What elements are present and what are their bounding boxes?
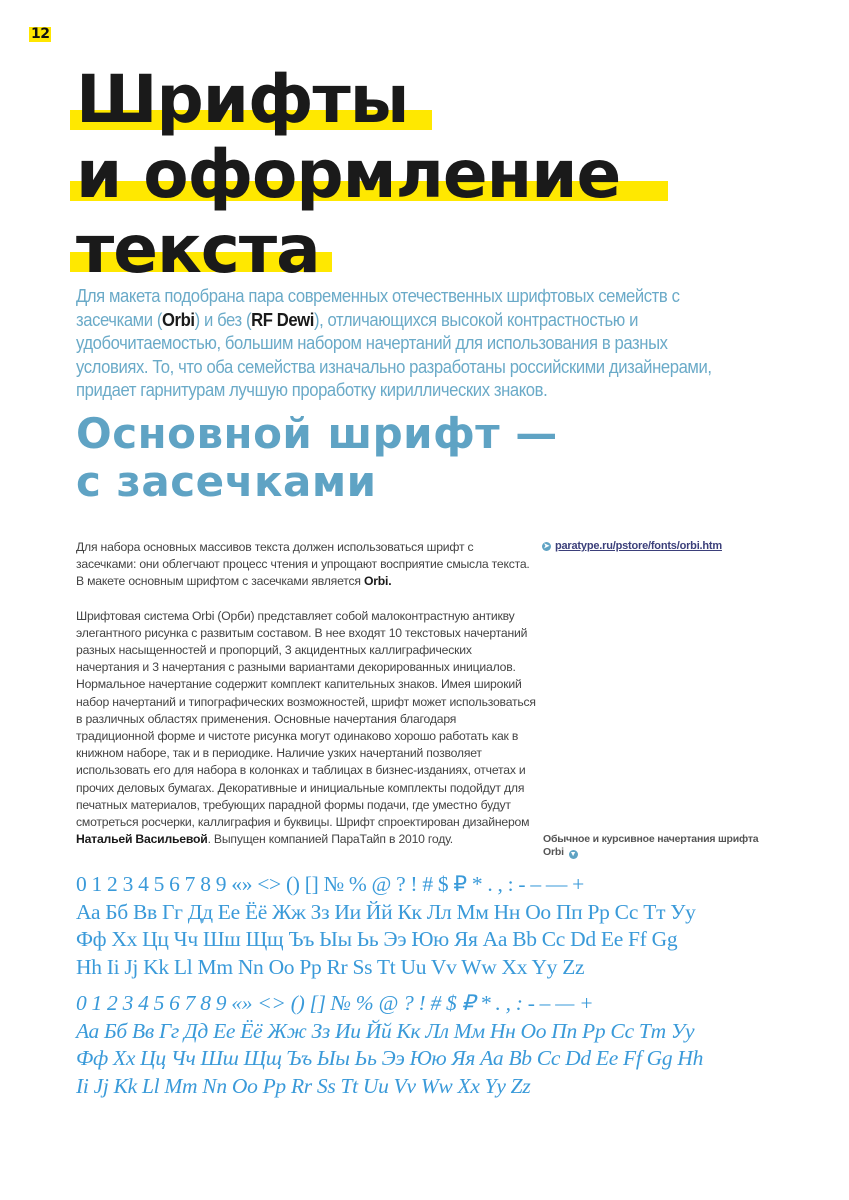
circle-arrow-down-icon: ▼ [569, 851, 577, 858]
body-text [76, 539, 536, 865]
font-name-bold: Orbi. [363, 574, 392, 589]
specimen-line: Аа Бб Вв Гг Дд Ее Ёё Жж Зз Ии Йй Кк Лл Мм Нн Оо Пп Рр Сс Тт Уу [76, 1018, 695, 1043]
body-paragraph-2 [76, 608, 536, 849]
specimen-regular [76, 871, 796, 981]
specimen-line: Фф Хх Цц Чч Шш Щщ Ъъ Ыы Ьь Ээ Юю Яя Aa Bb Cc Dd Ee Ff Gg Hh [76, 1046, 704, 1071]
specimen-italic [76, 990, 796, 1100]
page-number: 12 [31, 26, 50, 42]
paragraph-text: Шрифтовая система Orbi (Орби) представляет собой малоконтрастную антикву элегантного рисунка с развитым составом. В нее входят 10 текстовых начертаний разных насыщенностей и пропорций, 3 акцидентных каллиграфических начертания и 3 начертания с разными вариантами декорированных инициалов. Нормальное начертание содержит комплект капительных знаков. Имея широкий набор начертаний и типографических возможностей, шрифт может использоваться в различных областях применения. Основные начертания благодаря традиционной форме и чистоте рисунка могут одинаково хорошо работать как в книжном наборе, так и в периодике. Наличие узких начертаний позволяет использовать его для набора в колонках и таблицах в бизнес-изданиях, отчетах и прочих деловых бумагах. Декоративные и инициальные комплекты подойдут для печатных материалов, требующих парадной формы подачи, где уместно будут смотреться росчерки, каллиграфия и буквицы. Шрифт спроектирован дизайнером [76, 608, 536, 830]
specimen-line: Ii Jj Kk Ll Mm Nn Oo Pp Rr Ss Tt Uu Vv Ww Xx Yy Zz [76, 1073, 531, 1098]
title-line-2 [70, 137, 620, 212]
intro-text: ), отличающихся высокой контрастностью и удобочитаемостью, большим набором начертаний для использования в разных условиях. То, что оба семейства изначально разработаны российскими дизайнерами, придает гарнитурам лучшую проработку кириллических знаков. [76, 308, 712, 401]
section-title-line-2: с засечками [76, 457, 377, 506]
intro-text: Для макета подобрана пара современных отечественных шрифтовых семейств с засечками ( [76, 285, 680, 330]
specimen-line: Hh Ii Jj Kk Ll Mm Nn Oo Pp Rr Ss Tt Uu Vv Ww Xx Yy Zz [76, 954, 585, 979]
paratype-link[interactable] [542, 540, 722, 552]
designer-name: Натальей Васильевой [76, 832, 208, 847]
paragraph-text: . Выпущен компанией ПараТайп в 2010 году. [207, 832, 453, 847]
section-title-line-1: Основной шрифт — [76, 409, 558, 458]
title-line-3 [70, 212, 620, 287]
title-line-1 [70, 62, 620, 137]
specimen-caption [543, 833, 763, 859]
circle-arrow-right-icon: ➤ [543, 542, 550, 550]
page-title [70, 62, 620, 287]
specimen-line: 0 1 2 3 4 5 6 7 8 9 «» <> () [] № % @ ? ! # $ ₽ * . , : - – — + [76, 991, 594, 1015]
intro-text: ) и без ( [194, 308, 252, 330]
body-paragraph-1 [76, 539, 536, 591]
title-text: и оформление [76, 136, 621, 213]
sans-font-name: RF Dewi [251, 308, 314, 330]
paragraph-text: Для набора основных массивов текста должен использоваться шрифт с засечками: они облегчают процесс чтения и упрощают восприятие смысла текста. В макете основным шрифтом с засечками является [76, 540, 530, 589]
section-title [76, 410, 558, 506]
link-text[interactable]: paratype.ru/pstore/fonts/orbi.htm [555, 540, 722, 552]
serif-font-name: Orbi [161, 308, 195, 330]
caption-text: Обычное и курсивное начертания шрифта Orbi [543, 833, 759, 858]
specimen-line: Фф Хх Цц Чч Шш Щщ Ъъ Ыы Ьь Ээ Юю Яя Aa Bb Cc Dd Ee Ff Gg [76, 927, 678, 952]
intro-paragraph [76, 284, 724, 402]
title-text: Шрифты [76, 61, 409, 138]
specimen-line: 0 1 2 3 4 5 6 7 8 9 «» <> () [] № % @ ? ! # $ ₽ * . , : - – — + [76, 872, 584, 896]
specimen-line: Аа Бб Вв Гг Дд Ее Ёё Жж Зз Ии Йй Кк Лл Мм Нн Оо Пп Рр Сс Тт Уу [76, 899, 696, 924]
title-text: текста [76, 211, 320, 288]
